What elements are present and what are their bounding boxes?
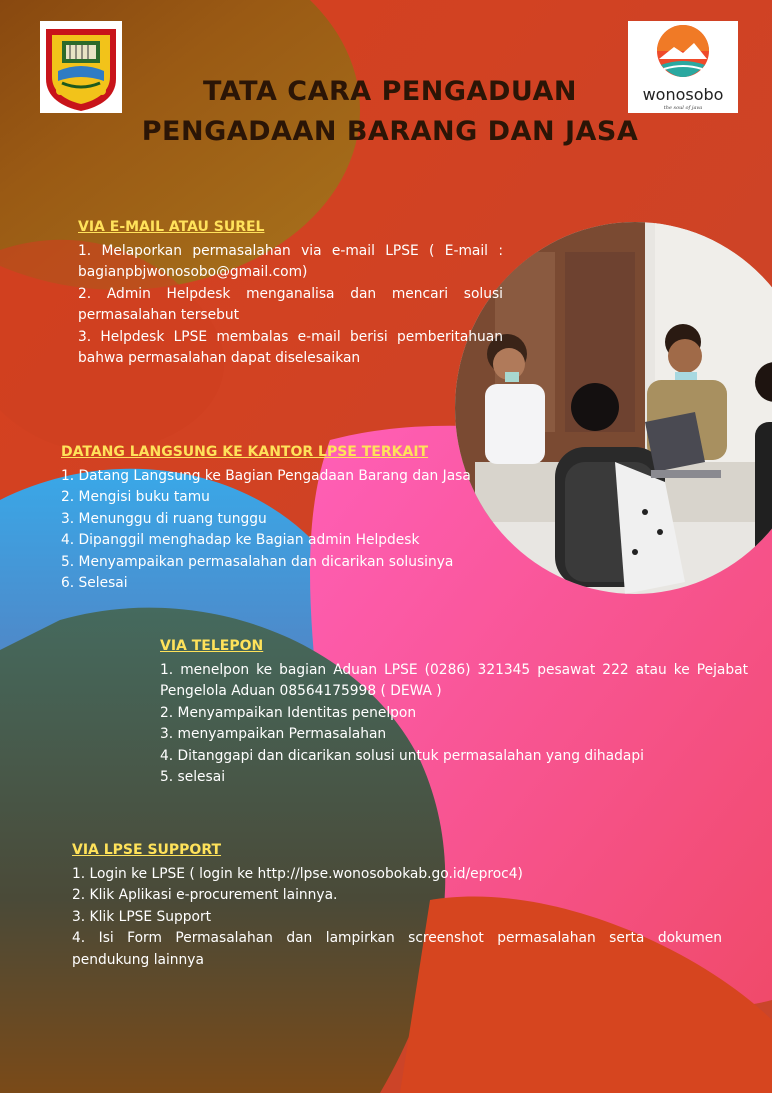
section-support	[72, 840, 722, 971]
list-item: 1. Datang Langsung ke Bagian Pengadaan Barang dan Jasa	[61, 467, 471, 484]
section-phone	[160, 636, 748, 789]
list-item: 1. menelpon ke bagian Aduan LPSE (0286) 321345 pesawat 222 atau ke Pejabat Pengelola Aduan 08564175998 ( DEWA )	[160, 661, 748, 699]
list-item: 4. Dipanggil menghadap ke Bagian admin Helpdesk	[61, 532, 420, 548]
section-support-heading: VIA LPSE SUPPORT	[72, 842, 222, 858]
list-item: 5. selesai	[160, 769, 226, 785]
list-item: 1. Login ke LPSE ( login ke http://lpse.wonosobokab.go.id/eproc4)	[72, 865, 523, 882]
list-item: 4. Ditanggapi dan dicarikan solusi untuk permasalahan yang dihadapi	[160, 747, 644, 764]
list-item: 2. Menyampaikan Identitas penelpon	[160, 704, 417, 721]
section-office-heading: DATANG LANGSUNG KE KANTOR LPSE TERKAIT	[61, 444, 429, 460]
page-title-line2: PENGADAAN BARANG DAN JASA	[141, 116, 639, 147]
section-email	[78, 217, 503, 370]
list-item: 2. Admin Helpdesk menganalisa dan mencari solusi permasalahan tersebut	[78, 285, 503, 323]
list-item: 1. Melaporkan permasalahan via e-mail LPSE ( E-mail : bagianpbjwonosobo@gmail.com)	[78, 242, 503, 280]
list-item: 3. Menunggu di ruang tunggu	[61, 510, 267, 527]
list-item: 5. Menyampaikan permasalahan dan dicarikan solusinya	[61, 553, 454, 570]
list-item: 6. Selesai	[61, 575, 128, 591]
section-phone-heading: VIA TELEPON	[160, 638, 264, 654]
list-item: 2. Klik Aplikasi e-procurement lainnya.	[72, 887, 338, 903]
list-item: 2. Mengisi buku tamu	[61, 489, 210, 505]
list-item: 3. Helpdesk LPSE membalas e-mail berisi pemberitahuan bahwa permasalahan dapat diselesaikan	[78, 328, 503, 366]
section-email-heading: VIA E-MAIL ATAU SUREL	[78, 219, 265, 235]
list-item: 3. Klik LPSE Support	[72, 908, 212, 925]
wonosobo-wordmark: wonosobo	[642, 85, 724, 104]
list-item: 4. Isi Form Permasalahan dan lampirkan screenshot permasalahan serta dokumen pendukung lainnya	[72, 930, 722, 968]
list-item: 3. menyampaikan Permasalahan	[160, 726, 387, 742]
wonosobo-tagline: the soul of java	[663, 105, 703, 111]
page-title-line1: TATA CARA PENGADUAN	[203, 76, 577, 107]
section-office	[61, 442, 521, 595]
